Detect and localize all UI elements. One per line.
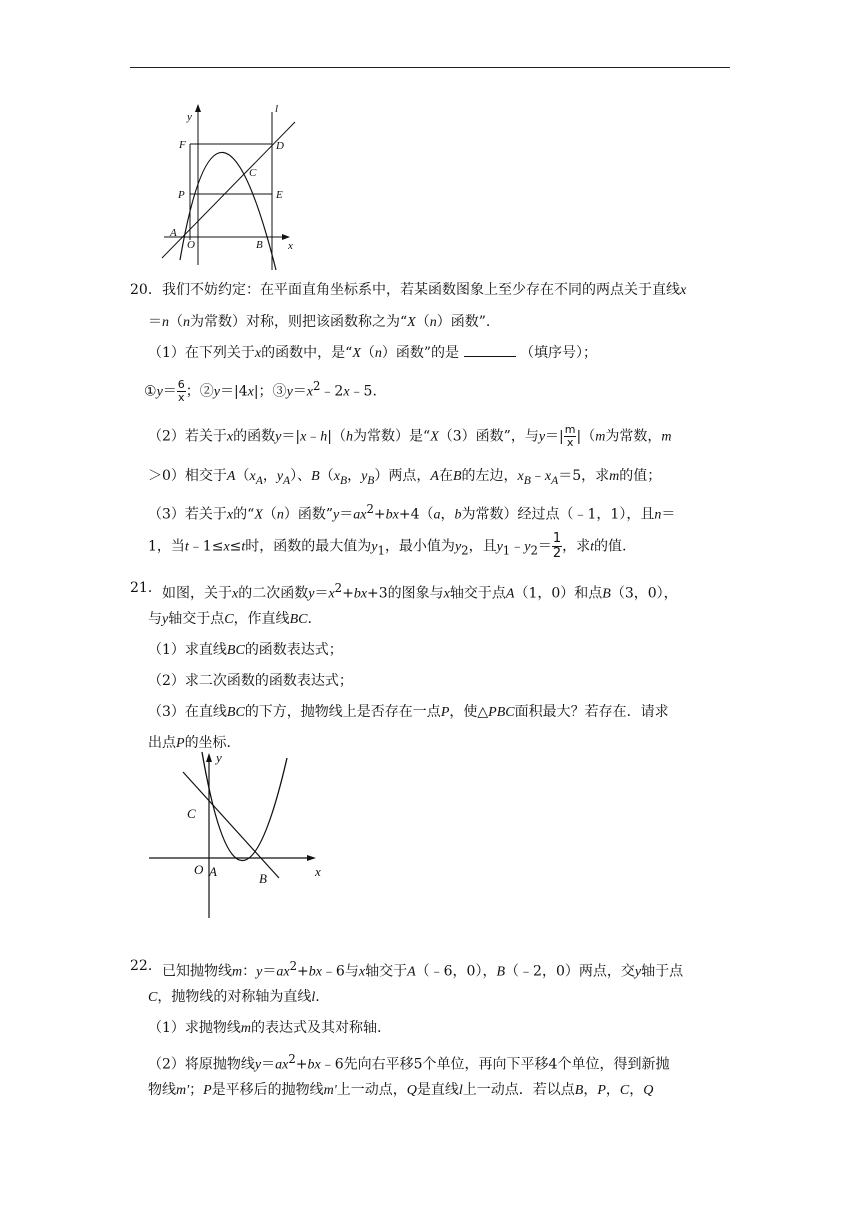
q20-sub: B (523, 473, 531, 487)
q20-sub-2 (148, 424, 671, 450)
q22-text: ，抛物线的对称轴为直线 (157, 989, 312, 1005)
q20-sub: A (283, 473, 291, 487)
q21-var: x (443, 586, 450, 602)
q21-var: P (440, 705, 450, 720)
q20-text: 的值； (619, 468, 662, 484)
q21-text: 的坐标. (184, 735, 232, 751)
q22-var: x (358, 964, 366, 980)
q22-sub-2 (148, 1049, 669, 1076)
q22-text: 是平移后的抛物线 (211, 1082, 324, 1098)
answer-blank[interactable] (464, 342, 516, 357)
q21-text: +3的图象与 (367, 585, 444, 602)
q22-text: + (296, 963, 309, 980)
q20-var: x (300, 429, 307, 445)
q20-text: ，求 (562, 538, 591, 555)
fraction-denominator: x (566, 436, 574, 449)
q20-text: |（ (576, 428, 596, 445)
q20-var: m (661, 429, 672, 445)
q21-text: . (307, 611, 312, 627)
q21-text: （1，0）和点 (514, 585, 603, 602)
q21-text: （1）求直线 (148, 642, 227, 658)
q20-text: 时，函数的最大值为 (245, 538, 372, 555)
q22-text: 是直线 (416, 1082, 459, 1098)
q21-sub-2: （2）求二次函数的函数表达式； (148, 673, 353, 689)
q20-var: t (241, 539, 246, 555)
q21-var: y (162, 612, 169, 627)
q20-text: 为常数）经过点（﹣1，1），且 (461, 506, 655, 523)
q20-var: y (286, 384, 293, 400)
q20-var: A (430, 469, 439, 484)
q20-text: ＝ (292, 383, 307, 400)
q21-line-2 (148, 609, 312, 630)
q21-var: C (224, 612, 234, 627)
q21-text: ，使△ (449, 704, 489, 720)
fig21-label-x: x (315, 864, 321, 879)
q20-text: 的“ (233, 506, 255, 523)
q20-var: m (609, 469, 620, 484)
q20-var: y (496, 539, 503, 555)
q20-text: ， (440, 506, 455, 523)
q21-var: bx (353, 586, 368, 602)
q22-var: P (203, 1083, 212, 1098)
q20-text: |；③ (253, 383, 287, 400)
q22-var: y (254, 1057, 262, 1073)
q20-text: ）、 (290, 468, 312, 484)
q20-text: （ (415, 314, 430, 330)
fig19-label-B: B (256, 239, 263, 251)
q20-sup: 2 (366, 502, 374, 516)
q21-text: 的二次函数 (238, 585, 309, 602)
q20-sub: A (551, 473, 559, 487)
q20-var: A (226, 469, 236, 484)
q20-var: a (433, 507, 441, 523)
q20-text: ﹣ (510, 538, 525, 555)
q22-line-1 (162, 956, 683, 983)
q22-var: y (256, 964, 263, 980)
q20-text: ﹣ (530, 468, 545, 484)
q22-text: 已知抛物线 (162, 963, 232, 980)
q22-var: bx (308, 964, 322, 980)
q21-sub-3 (148, 702, 669, 723)
q21-number: 21． (130, 580, 162, 596)
q20-var: n (374, 346, 382, 361)
q20-text: ＝ (148, 314, 162, 330)
q21-text: 如图，关于 (162, 585, 232, 602)
fig19-label-E: E (276, 189, 283, 201)
q21-var: PBC (488, 705, 515, 720)
q21-text: 的下方，抛物线上是否存在一点 (244, 704, 441, 720)
q21-var: x (232, 586, 239, 602)
q22-number: 22． (130, 958, 162, 974)
q21-text: 轴交于点 (168, 611, 225, 627)
q20-line-2 (148, 312, 490, 333)
q20-var: b (454, 507, 462, 523)
q22-var: ax (275, 1057, 289, 1073)
q20-text: 在 (438, 468, 453, 484)
q21-var: A (505, 586, 515, 602)
header-rule (130, 67, 730, 68)
q20-var: x (680, 283, 687, 298)
q20-text: （ (235, 468, 250, 484)
q20-sub: 2 (530, 543, 538, 558)
q20-var: h (320, 429, 328, 445)
q20-var: x (249, 469, 256, 484)
q21-sub-1 (148, 640, 343, 661)
q20-text: ＝ (537, 538, 552, 555)
fraction-m-over-x (564, 424, 577, 449)
q20-var: x (247, 384, 254, 400)
q20-var: x (333, 469, 340, 484)
q22-var: B (496, 964, 506, 980)
q20-text: （ (360, 345, 375, 361)
q22-sub-1 (148, 1018, 382, 1039)
q21-text: （3，0）， (610, 585, 678, 602)
q20-text: ；② (185, 383, 214, 400)
q20-sub-2-cont (148, 466, 661, 491)
q20-text: 为常数， (605, 428, 662, 445)
q22-sup: 2 (289, 959, 297, 973)
q20-var: y (275, 429, 282, 445)
q20-text: （3）若关于 (148, 506, 227, 523)
q22-text: ； (189, 1082, 204, 1098)
q20-text: ）函数” (283, 506, 334, 523)
fig21-label-O: O (194, 862, 204, 877)
fig19-label-l: l (275, 103, 279, 115)
q20-text: 1，当 (148, 538, 185, 555)
q20-var: X (352, 346, 361, 361)
q20-text: ＞0）相交于 (148, 468, 227, 484)
q20-text: ， (262, 468, 277, 484)
q20-var: n (183, 315, 190, 330)
q22-var: l (458, 1083, 463, 1098)
q21-text: ，作直线 (233, 611, 290, 627)
q20-var: y (371, 539, 378, 555)
q20-sup: 2 (313, 379, 321, 393)
q20-var: n (429, 315, 437, 330)
q20-text: + (373, 506, 386, 523)
q20-text: ≤ (229, 538, 242, 555)
q20-text: 的左边， (461, 468, 518, 484)
q20-var: X (430, 429, 439, 445)
q21-text: 面积最大？若存在．请求 (514, 704, 669, 720)
fig19-label-A: A (170, 227, 177, 239)
figure-21-graph (145, 750, 335, 925)
fraction-one-half (552, 532, 562, 561)
q20-var: y (538, 429, 546, 445)
q20-var: h (346, 429, 354, 445)
q22-var: Q (406, 1083, 417, 1098)
q22-text: ＝ (262, 963, 277, 980)
q20-var: m (595, 429, 606, 445)
q21-var: BC (226, 643, 245, 658)
q22-var: B (574, 1083, 584, 1098)
q22-text: ， (629, 1082, 644, 1098)
q20-var: X (407, 315, 416, 330)
q22-var: ax (276, 964, 290, 980)
q22-text: （2）将原抛物线 (148, 1056, 255, 1073)
q20-sub: A (255, 473, 263, 487)
q22-text: 轴交于 (365, 963, 408, 980)
q21-text: 与 (148, 611, 162, 627)
q20-var: y (524, 539, 531, 555)
q22-text: ， (605, 1082, 620, 1098)
q20-var: x (544, 469, 552, 484)
q22-text: + (295, 1056, 308, 1073)
q20-text: ﹣ (306, 428, 321, 445)
q20-var: B (311, 469, 320, 484)
q21-var: x (328, 586, 335, 602)
q22-var: y (634, 964, 642, 980)
q20-var: n (162, 315, 169, 330)
q21-var: B (602, 586, 611, 602)
q21-var: y (308, 586, 315, 602)
fig19-label-x: x (288, 240, 293, 252)
q20-text: ）函数”的是 (381, 345, 460, 361)
q22-text: （﹣2，0）两点，交 (505, 963, 635, 980)
q20-var: x (517, 469, 524, 484)
q20-var: y (333, 507, 340, 523)
q20-var: t (590, 539, 595, 555)
q22-text: ： (242, 963, 257, 980)
q22-text: （1）求抛物线 (148, 1020, 241, 1036)
q22-var: m' (323, 1083, 337, 1098)
q22-text: 的表达式及其对称轴. (251, 1020, 382, 1036)
q21-text: + (342, 585, 354, 602)
q22-text: 上一动点， (336, 1082, 407, 1098)
q20-text: （ (319, 468, 334, 484)
q22-text: ﹣6与 (321, 963, 359, 980)
q20-text: ﹣5. (349, 383, 377, 400)
q22-text: . (315, 989, 320, 1005)
q20-text: 的值. (594, 538, 627, 555)
q22-text: ， (583, 1082, 598, 1098)
q20-text: ）两点， (374, 468, 431, 484)
q20-text: （ (262, 506, 277, 523)
q21-line-1 (162, 578, 678, 605)
q22-sub-2-cont (148, 1080, 653, 1101)
q20-text: （3）函数”，与 (438, 428, 539, 445)
q22-var: m' (176, 1083, 190, 1098)
q22-var: C (148, 990, 158, 1005)
fraction-denominator: x (178, 391, 185, 405)
fig19-label-F: F (179, 139, 186, 151)
q20-text: 为常数）对称，则把该函数称之为“ (190, 314, 408, 330)
q21-var: BC (289, 612, 308, 627)
q20-var: x (254, 346, 262, 361)
q20-text: （1）在下列关于 (148, 345, 255, 361)
q20-var: y (213, 384, 220, 400)
q22-var: C (619, 1083, 630, 1098)
q20-text: ＝ (661, 506, 676, 523)
q20-text: ＝ (339, 506, 354, 523)
q20-sub: 1 (502, 543, 511, 558)
fraction-denominator: 2 (552, 546, 562, 561)
q22-text: ﹣6先向右平移5个单位，再向下平移4个单位，得到新抛 (320, 1056, 670, 1073)
q20-sub-1 (148, 342, 597, 364)
q20-sub: 2 (461, 543, 469, 558)
q22-var: A (407, 964, 416, 980)
fig19-label-D: D (276, 140, 284, 152)
q20-sub-3-cont (148, 532, 626, 562)
q20-sub: B (367, 473, 375, 487)
q20-text: ＝| (545, 428, 564, 445)
q22-line-2 (148, 987, 320, 1008)
q20-text: 的函数中，是“ (261, 345, 353, 361)
q20-sub: B (339, 473, 348, 487)
q20-var: y (156, 384, 163, 400)
q20-text: ）函数”. (436, 314, 491, 330)
q21-var: P (176, 736, 185, 751)
q20-var: ax (353, 507, 367, 523)
q20-text: 的函数 (233, 428, 276, 445)
q20-text: ，最小值为 (384, 538, 455, 555)
q22-text: 上一动点．若以点 (462, 1082, 575, 1098)
q20-var: t (184, 539, 189, 555)
q21-text: 轴交于点 (449, 585, 506, 602)
q20-text: ＝|4 (220, 383, 248, 400)
fig21-label-B: B (259, 871, 267, 886)
q20-text: ，且 (468, 538, 497, 555)
q20-text: 我们不妨约定：在平面直角坐标系中，若某函数图象上至少存在不同的两点关于直线 (162, 282, 680, 298)
q20-var: x (223, 539, 230, 555)
q20-text: ， (347, 468, 362, 484)
fig19-label-P: P (178, 189, 185, 201)
q20-var: x (226, 429, 234, 445)
q20-var: y (454, 539, 462, 555)
fraction-numerator: 1 (552, 531, 562, 546)
fig21-label-y: y (216, 750, 222, 765)
q20-text: （ (169, 314, 183, 330)
q20-var: x (226, 507, 234, 523)
q20-options (144, 374, 377, 405)
fraction-6-over-x (177, 379, 186, 404)
q20-var: x (306, 384, 313, 400)
q20-text: +4（ (398, 506, 434, 523)
q20-text: （2）若关于 (148, 428, 227, 445)
fig19-label-y: y (187, 111, 192, 123)
q20-text: ＝ (162, 383, 177, 400)
q22-text: 物线 (148, 1082, 176, 1098)
q20-var: y (276, 469, 284, 484)
q21-var: BC (226, 705, 245, 720)
q22-sup: 2 (288, 1052, 296, 1066)
q20-sub: 1 (377, 543, 385, 558)
q20-text: ﹣1≤ (188, 538, 224, 555)
q20-text: （填序号）； (519, 345, 597, 361)
q20-number: 20． (130, 282, 162, 298)
fig21-label-A: A (209, 864, 217, 879)
q22-var: m (240, 1021, 252, 1036)
q20-var: X (254, 507, 263, 523)
fraction-numerator: 6 (177, 378, 185, 392)
q21-text: ＝ (314, 585, 329, 602)
fig21-label-C: C (187, 806, 196, 821)
q22-text: （﹣6，0）， (415, 963, 497, 980)
q20-var: n (654, 507, 662, 523)
q21-text: 的函数表达式； (244, 642, 343, 658)
q20-line-1 (162, 280, 686, 301)
q22-var: l (311, 990, 316, 1005)
q20-var: bx (385, 507, 399, 523)
q20-text: ＝5，求 (558, 468, 610, 484)
q21-sup: 2 (334, 581, 343, 595)
fraction-numerator: m (564, 423, 576, 436)
q22-var: P (597, 1083, 606, 1098)
q22-text: 轴于点 (641, 963, 684, 980)
q20-text: ① (144, 383, 157, 400)
q20-text: ﹣2 (320, 383, 344, 400)
fig19-label-C: C (249, 167, 257, 179)
fig19-label-O: O (187, 239, 195, 251)
figure-19-graph (160, 100, 305, 270)
q21-text: 出点 (148, 735, 176, 751)
q22-var: bx (307, 1057, 321, 1073)
q22-var: m (232, 964, 243, 980)
q20-var: B (452, 469, 462, 484)
q20-text: 为常数）是“ (353, 428, 431, 445)
q20-var: y (361, 469, 368, 484)
q22-var: Q (643, 1083, 654, 1098)
q20-text: |（ (327, 428, 347, 445)
q21-text: （3）在直线 (148, 704, 227, 720)
q20-var: n (276, 507, 284, 523)
q22-text: ＝ (261, 1056, 276, 1073)
q20-text: ＝| (281, 428, 301, 445)
q20-sub-3 (148, 499, 675, 526)
q20-var: x (343, 384, 350, 400)
